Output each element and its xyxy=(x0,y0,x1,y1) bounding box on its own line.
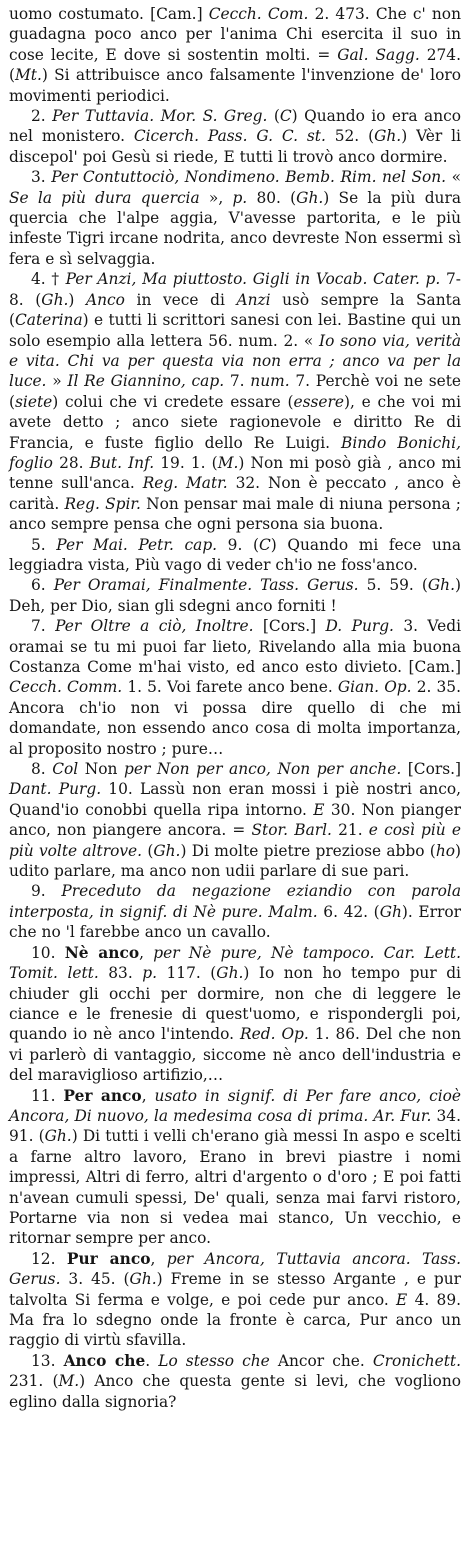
italic-text: Reg. Matr. xyxy=(142,474,228,493)
italic-text: E xyxy=(396,1290,408,1309)
italic-text: e così più e più volte altrove. xyxy=(9,821,461,860)
entry-text: 52. ( xyxy=(325,127,375,146)
italic-text: But. Inf. xyxy=(89,453,155,472)
entry-text: » xyxy=(46,372,68,391)
italic-text: Col xyxy=(52,760,79,779)
entry-text: 7. Perchè voi ne sete ( xyxy=(9,372,462,411)
entry-text: 7. xyxy=(224,372,251,391)
italic-text: M. xyxy=(58,1372,80,1391)
entry-text: 13. xyxy=(31,1351,64,1370)
entry-text: 4. † xyxy=(31,270,66,289)
entry-text: 4. 89. Ma fra lo sdegno onde la fronte è carca, Pur anco un raggio di virtù sfavilla. xyxy=(9,1290,461,1350)
italic-text: Cronichett. xyxy=(372,1351,461,1370)
italic-text: Cicerch. Pass. G. C. st. xyxy=(133,127,326,146)
entry-text: 10. xyxy=(31,943,65,962)
entry-text: ) Io non ho tempo pur di chiuder gli occhi per dormire, non che di leggere le ciance e le frenesie di quest'uomo, e rispondergli poi, quando io nè anco l'intendo. xyxy=(9,964,461,1044)
entry-text: 9. xyxy=(31,882,62,901)
dictionary-entry-10 xyxy=(9,1086,461,1249)
entry-text: uomo costumato. [Cam.] xyxy=(9,5,209,23)
entry-text: 5. 59. ( xyxy=(358,576,428,595)
entry-text: Ancor che. xyxy=(269,1351,373,1370)
entry-headword: Pur anco xyxy=(66,1249,151,1268)
dictionary-entry-11 xyxy=(9,1249,461,1351)
italic-text: Gh. xyxy=(216,964,244,983)
entry-text: ) Quando io era anco nel monistero. xyxy=(9,107,461,146)
italic-text: usato in signif. di Per fare anco, cioè Ancora, Di nuovo, la medesima cosa di prima. Ar. Fur. xyxy=(9,1086,461,1125)
entry-text: 12. xyxy=(31,1249,67,1268)
italic-text: Gian. Op. xyxy=(337,678,412,697)
entry-text: 2. xyxy=(31,107,53,126)
italic-text: Gh. xyxy=(129,1270,157,1289)
italic-text: Gh. xyxy=(44,1127,72,1146)
italic-text: Per Oltre a ciò, Inoltre. xyxy=(55,617,254,636)
entry-text: 80. ( xyxy=(247,188,297,207)
entry-text: ) Vèr li discepol' poi Gesù si riede, E tutti li trovò anco dormire. xyxy=(9,127,461,166)
entry-text: 11. xyxy=(31,1086,64,1105)
italic-text: p. xyxy=(142,964,157,983)
entry-text: 117. ( xyxy=(156,964,217,983)
italic-text: Il Re Giannino, cap. xyxy=(67,372,225,391)
entry-text: ) Freme in se stesso Argante , e pur talvolta Si ferma e volge, e poi cede pur anco. xyxy=(9,1270,461,1309)
italic-text: Gal. Sagg. xyxy=(337,45,420,64)
entry-text: 9. ( xyxy=(217,535,259,554)
entry-text: 34. 91. ( xyxy=(9,1106,461,1146)
entry-text: . xyxy=(145,1351,159,1370)
entry-text: 7-8. ( xyxy=(9,270,462,309)
italic-text: per Nè pure, Nè tampoco. Car. Lett. Tomit. lett. xyxy=(9,943,461,983)
entry-text: 83. xyxy=(98,964,143,983)
italic-text: Red. Op. xyxy=(240,1025,309,1044)
italic-text: Per Mai. Petr. cap. xyxy=(56,535,218,554)
entry-text: 28. xyxy=(52,453,90,472)
italic-text: Per Oramai, Finalmente. Tass. Gerus. xyxy=(53,576,359,595)
entry-text: 6. 42. ( xyxy=(317,902,380,921)
italic-text: Io sono via, verità e vita. Chi va per questa via non erra ; anco va per la luce. xyxy=(9,331,461,391)
italic-text: Gh. xyxy=(296,188,324,207)
entry-text: ) Se la più dura quercia che l'alpe aggia, V'avesse partorita, e le più infeste Tigri ircane nodrita, anco devreste Non essermi sì fera e sì selvaggia. xyxy=(9,188,461,268)
italic-text: Anzi xyxy=(236,290,271,309)
entry-text: ) Si attribuisce anco falsamente l'invenzione de' loro movimenti periodici. xyxy=(9,66,461,105)
entry-text: ) colui che vi credete essare ( xyxy=(52,392,294,411)
entry-text: 2. 35. Ancora ch'io non vi possa dire quello di che mi domandate, non essendo anco cosa di molta importanza, al proposito nostro ; pure… xyxy=(9,678,461,758)
italic-text: Per Tuttavia. Mor. S. Greg. xyxy=(52,107,268,126)
entry-text: ) Quando mi fece una leggiadra vista, Più vago di veder ch'io ne foss'anco. xyxy=(9,535,461,574)
dictionary-entry-7 xyxy=(9,759,461,881)
italic-text: ho xyxy=(435,841,455,860)
entry-text: ) Non mi posò già , anco mi tenne sull'anca. xyxy=(9,453,462,493)
entry-text: 2. 473. Che c' non guadagna poco anco per l'anima Chi esercita il suo in cose lecite, E dove si sostentin molti. = xyxy=(9,5,461,64)
dictionary-entry-6 xyxy=(9,616,461,759)
entry-text: , xyxy=(150,1249,167,1268)
entry-text: ) Di molte pietre preziose abbo ( xyxy=(180,841,436,860)
entry-headword: Per anco xyxy=(63,1086,142,1105)
entry-text: ). Error che no 'l farebbe anco un cavallo. xyxy=(9,902,461,942)
entry-headword: Nè anco xyxy=(64,943,140,962)
entry-text: [Cors.] xyxy=(401,760,461,779)
italic-text: p. xyxy=(232,188,248,207)
entry-text: 3. 45. ( xyxy=(60,1270,130,1289)
dictionary-entry-3 xyxy=(9,269,461,534)
italic-text: Cecch. Comm. xyxy=(9,678,123,697)
entry-text: ( xyxy=(142,841,154,860)
italic-text: Bindo Bonichi, foglio xyxy=(9,433,461,472)
entry-text: 7. xyxy=(31,617,56,636)
entry-text: Non xyxy=(78,760,125,779)
entry-text: in vece di xyxy=(124,290,237,309)
entry-text: 3. xyxy=(31,168,52,187)
italic-text: C xyxy=(279,107,292,126)
italic-text: per Ancora, Tuttavia ancora. Tass. Gerus. xyxy=(9,1249,461,1289)
dictionary-entry-4 xyxy=(9,535,461,576)
italic-text: Anco xyxy=(86,290,125,309)
dictionary-entry-1 xyxy=(9,106,461,167)
italic-text: M. xyxy=(217,453,239,472)
entry-text: ) xyxy=(68,290,87,309)
entry-text: ) Di tutti i velli ch'erano già messi In aspo e scelti a farne altro lavoro, Erano in brevi piastre i nomi impressi, Altri di ferro, altri d'argento o d'oro ; E poi fatti n'avean cumuli spessi, De' quali, senza mai farvi ristoro, Portarne via non si vedea mai stanco, Un vecchio, e ritornar sempre per anco. xyxy=(9,1127,461,1248)
entry-text: 6. xyxy=(31,576,54,595)
entry-text: « xyxy=(446,168,461,187)
entry-text: ) e tutti li scrittori sanesi con lei. Bastine qui un solo esempio alla lettera 56. num. 2. « xyxy=(9,311,461,350)
entry-text: 8. xyxy=(31,760,53,779)
entry-text: ) Anco che questa gente si levi, che vogliono eglino dalla signoria? xyxy=(9,1372,462,1411)
italic-text: Stor. Barl. xyxy=(251,821,332,840)
entry-text: Non pensar mai male di niuna persona ; anco sempre pensa che ogni persona sia buona. xyxy=(9,494,461,534)
italic-text: Gh. xyxy=(41,290,69,309)
entry-text: 1. 86. Del che non vi parlerò di vantaggio, siccome nè anco dell'industria e del maraviglioso artifizio,… xyxy=(9,1025,461,1085)
entry-text: 5. xyxy=(31,535,57,554)
entry-text: , xyxy=(139,943,154,962)
dictionary-entry-5 xyxy=(9,575,461,616)
entry-text: ) Deh, per Dio, sian gli sdegni anco forniti ! xyxy=(9,576,461,615)
entry-text: [Cors.] xyxy=(253,617,326,636)
italic-text: C xyxy=(258,535,271,554)
entry-text: , xyxy=(141,1086,155,1105)
entry-text: 19. 1. ( xyxy=(154,453,218,472)
italic-text: D. Purg. xyxy=(325,617,394,636)
entry-text: 3. Vedi oramai se tu mi puoi far lieto, Rivelando alla mia buona Costanza Come m'hai visto, ed anco esto divieto. [Cam.] xyxy=(9,617,461,676)
dictionary-entry-12 xyxy=(9,1351,461,1412)
italic-text: Dant. Purg. xyxy=(9,780,102,799)
italic-text: E xyxy=(313,800,325,819)
entry-text: 1. 5. Voi farete anco bene. xyxy=(122,678,338,697)
italic-text: Mt. xyxy=(15,66,42,85)
italic-text: Gh xyxy=(379,902,402,921)
entry-text: 10. Lassù non eran mossi i piè nostri anco, Quand'io conobbi quella ripa intorno. xyxy=(9,780,461,819)
italic-text: Reg. Spir. xyxy=(64,494,141,513)
italic-text: Per Contuttociò, Nondimeno. Bemb. Rim. nel Son. xyxy=(51,168,447,187)
entry-text: 21. xyxy=(331,821,369,840)
italic-text: Gh. xyxy=(153,841,181,860)
entry-text: 274. ( xyxy=(9,45,461,85)
entry-text: 231. ( xyxy=(9,1372,59,1391)
dictionary-entry-0 xyxy=(9,4,461,106)
dictionary-entry-9 xyxy=(9,943,461,1086)
italic-text: Cecch. Com. xyxy=(208,5,309,23)
entry-text: 30. Non pianger anco, non piangere ancora. = xyxy=(9,800,461,840)
dictionary-entry-8 xyxy=(9,881,461,942)
italic-text: num. xyxy=(250,372,290,391)
italic-text: Caterina xyxy=(15,311,83,330)
entry-text: 32. Non è peccato , anco è carità. xyxy=(9,474,462,513)
italic-text: Lo stesso che xyxy=(158,1351,270,1370)
italic-text: Se la più dura quercia xyxy=(9,188,200,207)
italic-text: Gh. xyxy=(427,576,455,595)
entry-text: ( xyxy=(267,107,280,126)
entry-headword: Anco che xyxy=(63,1351,146,1370)
italic-text: Per Anzi, Ma piuttosto. Gigli in Vocab. Cater. p. xyxy=(65,270,441,289)
entry-text: ) udito parlare, ma anco non udii parlare di sue pari. xyxy=(9,841,462,881)
entry-text: usò sempre la Santa ( xyxy=(9,290,461,330)
dictionary-entry-2 xyxy=(9,167,461,269)
entry-text: ), e che voi mi avete detto ; anco siete ragionevole e diritto Re di Francia, e fuste figlio dello Re Luigi. xyxy=(9,392,461,452)
italic-text: Gh. xyxy=(374,127,402,146)
italic-text: essere xyxy=(293,392,344,411)
italic-text: Preceduto da negazione eziandio con parola interposta, in signif. di Nè pure. Malm. xyxy=(9,882,462,921)
italic-text: siete xyxy=(15,392,53,411)
italic-text: per Non per anco, Non per anche. xyxy=(124,760,402,779)
entry-text: », xyxy=(199,188,233,207)
